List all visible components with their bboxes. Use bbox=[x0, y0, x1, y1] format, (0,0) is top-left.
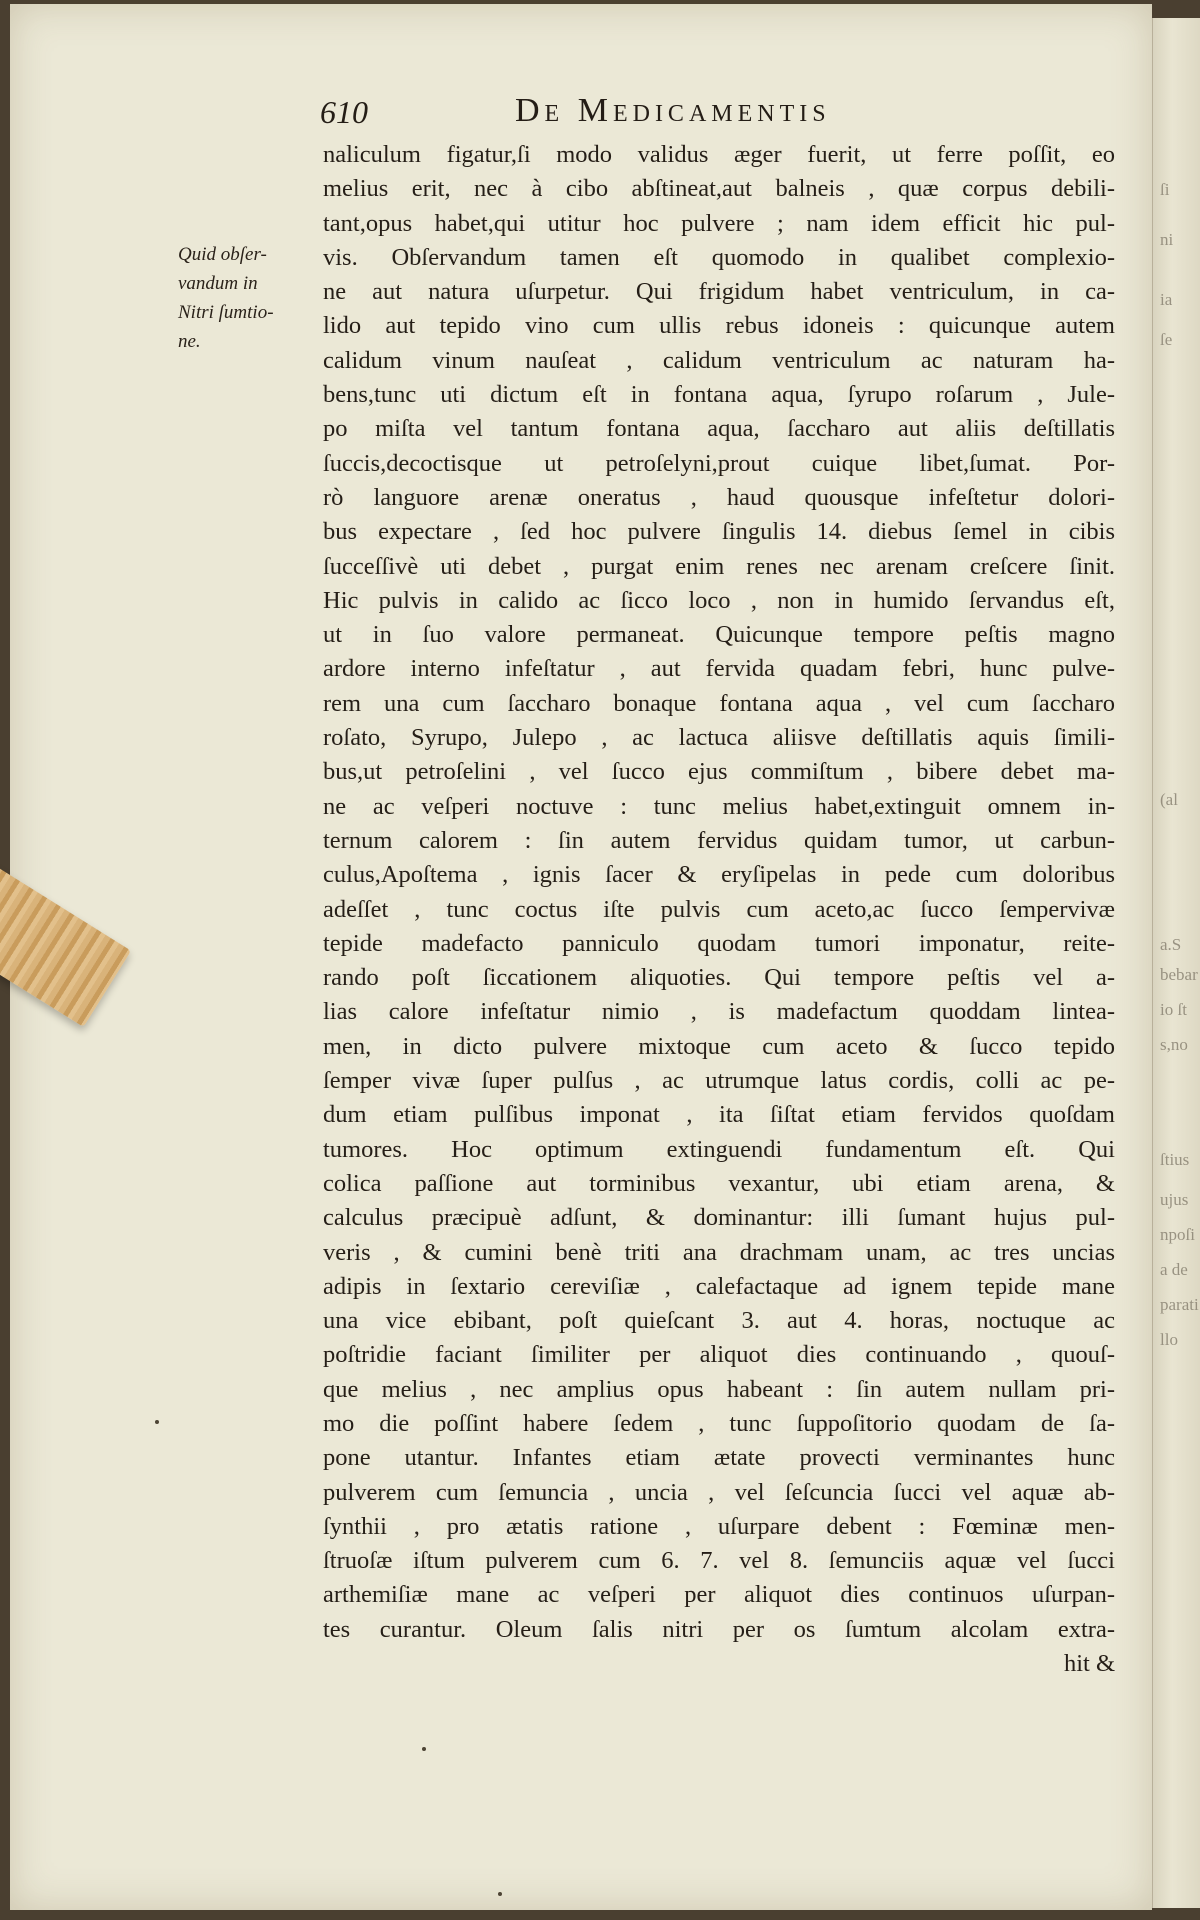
text-line: vis. Obſervandum tamen eſt quomodo in qualibet complexio- bbox=[323, 243, 1115, 271]
text-line: rò languore arenæ oneratus , haud quousque infeſtetur dolori- bbox=[323, 483, 1115, 511]
facing-page-fragment: llo bbox=[1160, 1330, 1178, 1349]
text-line: una vice ebibant, poſt quieſcant 3. aut 4. horas, noctuque ac bbox=[323, 1307, 1115, 1335]
text-line: Hic pulvis in calido ac ſicco loco , non in humido ſervandus eſt, bbox=[323, 586, 1115, 614]
facing-page-fragment: (al bbox=[1160, 790, 1178, 809]
text-line: naliculum figatur,ſi modo validus æger fuerit, ut ferre poſſit, eo bbox=[323, 141, 1115, 168]
ink-speck bbox=[498, 1892, 502, 1896]
text-line: culus,Apoſtema , ignis ſacer & eryſipelas in pede cum doloribus bbox=[323, 861, 1115, 889]
facing-page-fragment: a de bbox=[1160, 1260, 1188, 1279]
ink-speck bbox=[422, 1747, 426, 1751]
facing-page-fragment: ia bbox=[1160, 290, 1173, 309]
text-line: bus,ut petroſelini , vel ſucco ejus commiſtum , bibere debet ma- bbox=[323, 758, 1115, 786]
text-line: que melius , nec amplius opus habeant : ſin autem nullam pri- bbox=[323, 1375, 1115, 1403]
facing-page-fragment: io ſt bbox=[1160, 1000, 1187, 1019]
text-line: mo die poſſint habere ſedem , tunc ſuppoſitorio quodam de ſa- bbox=[323, 1409, 1115, 1437]
text-line: rem una cum ſaccharo bonaque fontana aqua , vel cum ſaccharo bbox=[323, 689, 1115, 717]
running-title: De Medicamentis bbox=[515, 92, 831, 129]
text-line: ſuccis,decoctisque ut petroſelyni,prout cuique libet,ſumat. Por- bbox=[323, 449, 1115, 477]
text-line: ſemper vivæ ſuper pulſus , ac utrumque latus cordis, colli ac pe- bbox=[323, 1067, 1115, 1095]
text-line: lias calore infeſtatur nimio , is madefactum quoddam lintea- bbox=[323, 998, 1115, 1026]
text-line: bens,tunc uti dictum eſt in fontana aqua, ſyrupo roſarum , Jule- bbox=[323, 381, 1115, 409]
text-line: calculus præcipuè adſunt, & dominantur: illi ſumant hujus pul- bbox=[323, 1204, 1115, 1232]
text-line: ne aut natura uſurpetur. Qui frigidum habet ventriculum, in ca- bbox=[323, 278, 1115, 306]
text-line: rando poſt ſiccationem aliquoties. Qui tempore peſtis vel a- bbox=[323, 964, 1115, 992]
text-line: pone utantur. Infantes etiam ætate provecti verminantes hunc bbox=[323, 1444, 1115, 1472]
text-line: ne ac veſperi noctuve : tunc melius habet,extinguit omnem in- bbox=[323, 792, 1115, 820]
marginal-note bbox=[178, 240, 323, 356]
text-line: ternum calorem : ſin autem fervidus quidam tumor, ut carbun- bbox=[323, 826, 1115, 854]
facing-page-fragment: s,no bbox=[1160, 1035, 1188, 1054]
ink-speck bbox=[155, 1420, 159, 1424]
facing-page-fragment: ni bbox=[1160, 230, 1174, 249]
text-line: tes curantur. Oleum ſalis nitri per os ſumtum alcolam extra- bbox=[323, 1615, 1115, 1643]
text-line: men, in dicto pulvere mixtoque cum aceto & ſucco tepido bbox=[323, 1032, 1115, 1060]
text-line: ardore interno infeſtatur , aut fervida quadam febri, hunc pulve- bbox=[323, 655, 1115, 683]
text-line: arthemiſiæ mane ac veſperi per aliquot dies continuos uſurpan- bbox=[323, 1581, 1115, 1609]
text-line: ſtruoſæ iſtum pulverem cum 6. 7. vel 8. ſemunciis aquæ vel ſucci bbox=[323, 1547, 1115, 1575]
facing-page-fragment: a.S bbox=[1160, 935, 1182, 954]
text-line: tepide madefacto panniculo quodam tumori imponatur, reite- bbox=[323, 929, 1115, 957]
text-line: adeſſet , tunc coctus iſte pulvis cum aceto,ac ſucco ſempervivæ bbox=[323, 895, 1115, 923]
text-line: pulverem cum ſemuncia , uncia , vel ſeſcuncia ſucci vel aquæ ab- bbox=[323, 1478, 1115, 1506]
text-line: ſynthii , pro ætatis ratione , uſurpare debent : Fœminæ men- bbox=[323, 1512, 1115, 1540]
facing-page-fragment: ſe bbox=[1160, 330, 1173, 349]
text-line: poſtridie faciant ſimiliter per aliquot dies continuando , quouſ- bbox=[323, 1341, 1115, 1369]
text-line: ut in ſuo valore permaneat. Quicunque tempore peſtis magno bbox=[323, 621, 1115, 649]
text-line: adipis in ſextario cereviſiæ , calefactaque ad ignem tepide mane bbox=[323, 1272, 1115, 1300]
text-line: bus expectare , ſed hoc pulvere ſingulis 14. diebus ſemel in cibis bbox=[323, 518, 1115, 546]
text-line: po miſta vel tantum fontana aqua, ſaccharo aut aliis deſtillatis bbox=[323, 415, 1115, 443]
text-line: tant,opus habet,qui utitur hoc pulvere ; nam idem efficit hic pul- bbox=[323, 209, 1115, 237]
text-line: veris , & cumini benè triti ana drachmam unam, ac tres uncias bbox=[323, 1238, 1115, 1266]
text-line: tumores. Hoc optimum extinguendi fundamentum eſt. Qui bbox=[323, 1135, 1115, 1163]
text-line: roſato, Syrupo, Julepo , ac lactuca aliisve deſtillatis aquis ſimili- bbox=[323, 724, 1115, 752]
text-line: ſucceſſivè uti debet , purgat enim renes nec arenam creſcere ſinit. bbox=[323, 552, 1115, 580]
text-line: melius erit, nec à cibo abſtineat,aut balneis , quæ corpus debili- bbox=[323, 175, 1115, 203]
page-number: 610 bbox=[320, 94, 368, 130]
facing-page-fragment: ſtius bbox=[1160, 1150, 1190, 1169]
marginal-note-line: Nitri ſumtio- bbox=[178, 302, 274, 323]
facing-page-fragment: parati bbox=[1160, 1295, 1199, 1314]
running-head bbox=[320, 92, 1110, 138]
text-line: colica paſſione aut torminibus vexantur, ubi etiam arena, & bbox=[323, 1169, 1115, 1197]
text-line: lido aut tepido vino cum ullis rebus idoneis : quicunque autem bbox=[323, 312, 1115, 340]
facing-page-fragment: npoſi bbox=[1160, 1225, 1195, 1244]
text-line: dum etiam pulſibus imponat , ita ſiſtat etiam fervidos quoſdam bbox=[323, 1101, 1115, 1129]
facing-page-fragment: ſi bbox=[1160, 180, 1170, 199]
marginal-note-line: Quid obſer- bbox=[178, 244, 267, 265]
main-text-block bbox=[323, 138, 1115, 1681]
facing-page-fragment: bebar bbox=[1160, 965, 1198, 984]
marginal-note-line: vandum in bbox=[178, 273, 258, 294]
text-line: calidum vinum nauſeat , calidum ventriculum ac naturam ha- bbox=[323, 346, 1115, 374]
marginal-note-line: ne. bbox=[178, 331, 201, 352]
catchword: hit & bbox=[1063, 1650, 1115, 1678]
facing-page-fragment: ujus bbox=[1160, 1190, 1189, 1209]
